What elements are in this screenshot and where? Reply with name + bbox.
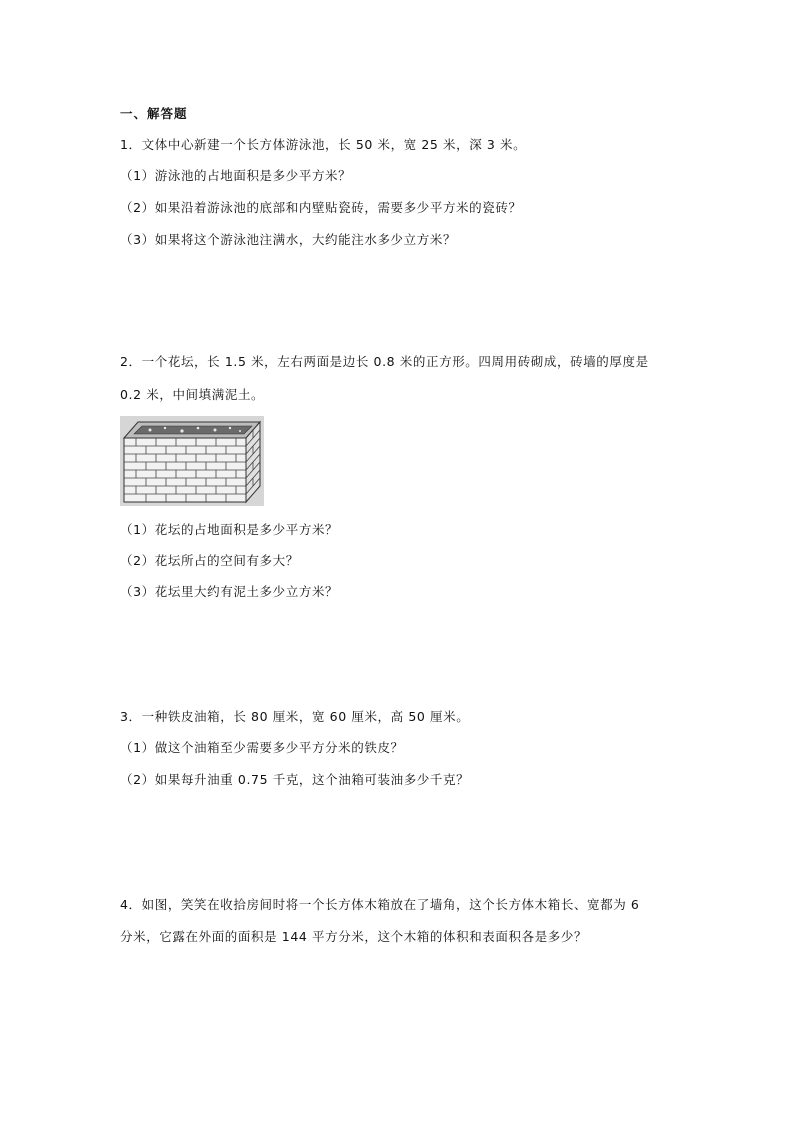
question-2-part-3: （3）花坛里大约有泥土多少立方米？ xyxy=(120,584,339,599)
question-1-part-1: （1）游泳池的占地面积是多少平方米？ xyxy=(120,168,352,183)
question-4-stem-line-2: 分米，它露在外面的面积是 144 平方分米，这个木箱的体积和表面积各是多少？ xyxy=(120,929,588,944)
question-2-part-1: （1）花坛的占地面积是多少平方米？ xyxy=(120,522,339,537)
question-2-stem-line-1: 2．一个花坛，长 1.5 米，左右两面是边长 0.8 米的正方形。四周用砖砌成，砖墙的厚度是 xyxy=(120,354,649,369)
section-title: 一、解答题 xyxy=(120,106,188,121)
question-1-part-3: （3）如果将这个游泳池注满水，大约能注水多少立方米？ xyxy=(120,232,457,247)
question-1-part-2: （2）如果沿着游泳池的底部和内壁贴瓷砖，需要多少平方米的瓷砖？ xyxy=(120,200,522,215)
question-3-part-2: （2）如果每升油重 0.75 千克，这个油箱可装油多少千克？ xyxy=(120,772,470,787)
question-2-stem-line-2: 0.2 米，中间填满泥土。 xyxy=(120,387,265,402)
question-2-part-2: （2）花坛所占的空间有多大？ xyxy=(120,553,299,568)
question-1-stem: 1．文体中心新建一个长方体游泳池，长 50 米，宽 25 米，深 3 米。 xyxy=(120,137,527,152)
question-3-stem: 3．一种铁皮油箱，长 80 厘米，宽 60 厘米，高 50 厘米。 xyxy=(120,709,470,724)
flower-bed-brick-figure xyxy=(120,416,264,506)
question-3-part-1: （1）做这个油箱至少需要多少平方分米的铁皮？ xyxy=(120,740,404,755)
question-4-stem-line-1: 4．如图，笑笑在收拾房间时将一个长方体木箱放在了墙角，这个长方体木箱长、宽都为 6 xyxy=(120,897,640,912)
